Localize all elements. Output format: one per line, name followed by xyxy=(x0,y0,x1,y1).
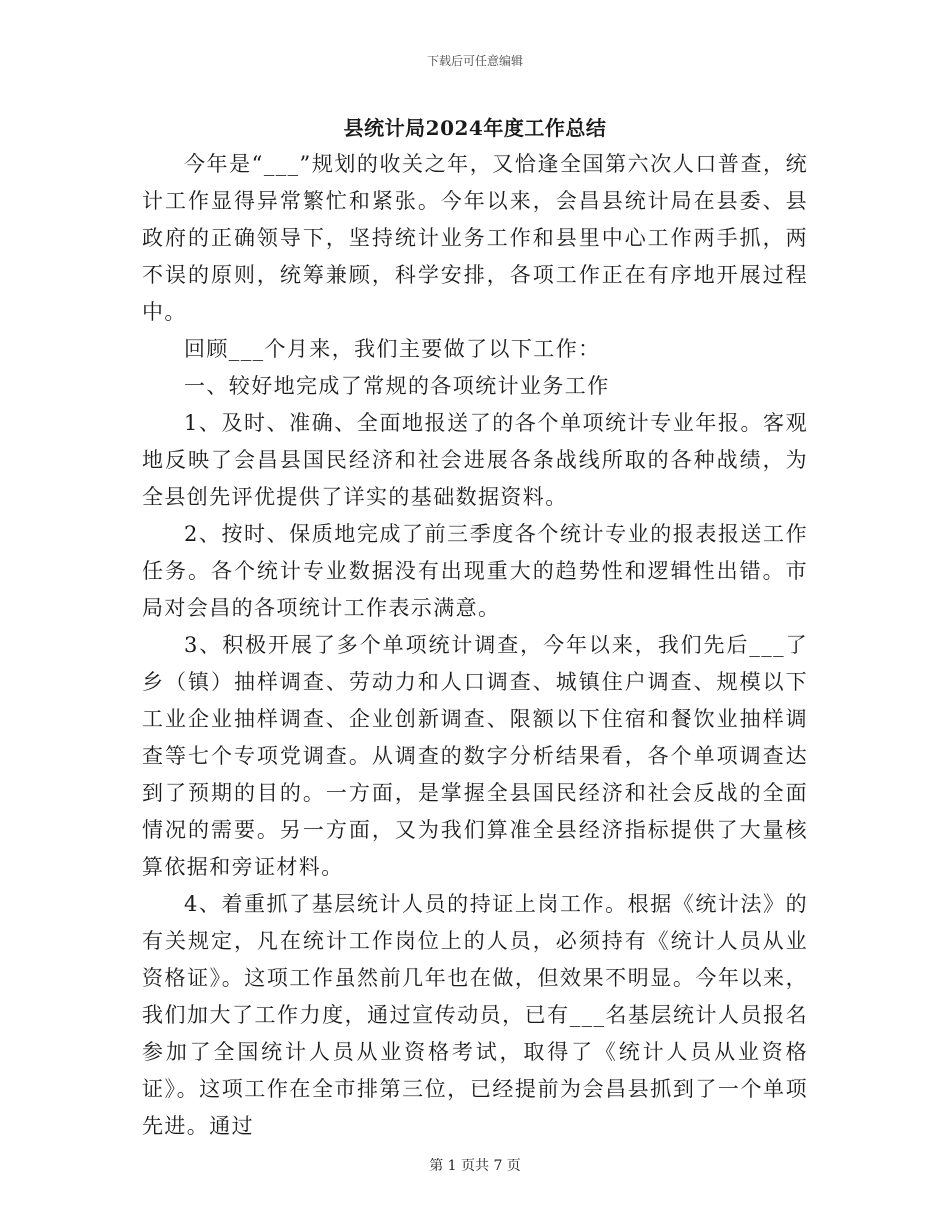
paragraph-item-3: 3、积极开展了多个单项统计调查，今年以来，我们先后___了乡（镇）抽样调查、劳动力和人口调查、城镇住户调查、规模以下工业企业抽样调查、企业创新调查、限额以下住宿和餐饮业抽样调查等七个专项党调查。从调查的数字分析结果看，各个单项调查达到了预期的目的。一方面，是掌握全县国民经济和社会反战的全面情况的需要。另一方面，又为我们算准全县经济指标提供了大量核算依据和旁证材料。 xyxy=(142,633,808,879)
paragraph-item-4: 4、着重抓了基层统计人员的持证上岗工作。根据《统计法》的有关规定，凡在统计工作岗位上的人员，必须持有《统计人员从业资格证》。这项工作虽然前几年也在做，但效果不明显。今年以来，我们加大了工作力度，通过宣传动员，已有___名基层统计人员报名参加了全国统计人员从业资格考试，取得了《统计人员从业资格证》。这项工作在全市排第三位，已经提前为会昌县抓到了一个单项先进。通过 xyxy=(142,892,808,1138)
document-title: 县统计局2024年度工作总结 xyxy=(343,116,607,140)
page-number: 第 1 页共 7 页 xyxy=(429,1158,521,1174)
paragraph-review: 回顾___个月来，我们主要做了以下工作： xyxy=(184,337,601,361)
paragraph-item-2: 2、按时、保质地完成了前三季度各个统计专业的报表报送工作任务。各个统计专业数据没有出现重大的趋势性和逻辑性出错。市局对会昌的各项统计工作表示满意。 xyxy=(142,522,808,620)
document-body xyxy=(142,146,808,1145)
section-heading-1: 一、较好地完成了常规的各项统计业务工作 xyxy=(184,374,610,398)
page-header-note: 下载后可任意编辑 xyxy=(426,54,523,68)
paragraph-intro: 今年是“___”规划的收关之年，又恰逢全国第六次人口普查，统计工作显得异常繁忙和紧张。今年以来，会昌县统计局在县委、县政府的正确领导下，坚持统计业务工作和县里中心工作两手抓，两不误的原则，统筹兼顾，科学安排，各项工作正在有序地开展过程中。 xyxy=(142,152,808,324)
paragraph-item-1: 1、及时、准确、全面地报送了的各个单项统计专业年报。客观地反映了会昌县国民经济和社会进展各条战线所取的各种战绩，为全县创先评优提供了详实的基础数据资料。 xyxy=(142,411,808,509)
